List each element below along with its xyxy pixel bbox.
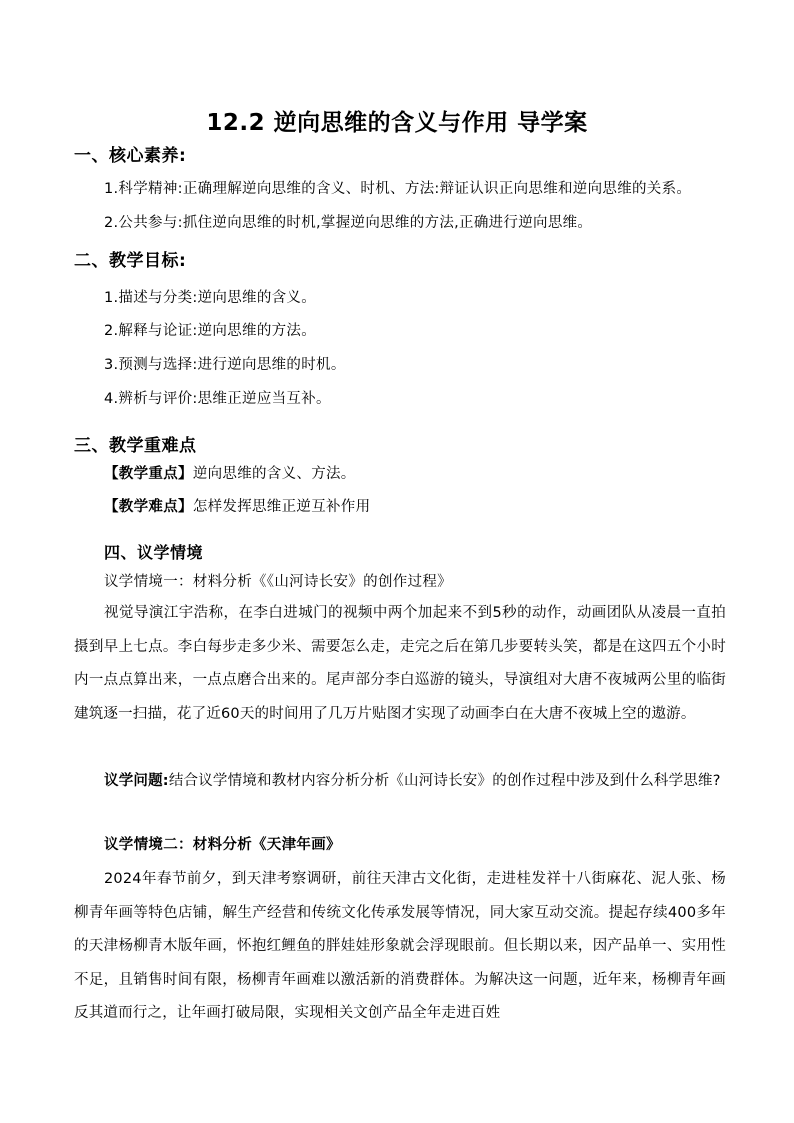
section-heading-core-literacy: 一、核心素养: [74,146,187,166]
list-item: 2.公共参与:抓住逆向思维的时机,掌握逆向思维的方法,正确进行逆向思维。 [104,215,593,231]
key-point-label: 【教学重点】 [104,466,193,482]
question-label: 议学问题: [104,773,169,789]
section-heading-scenarios: 四、议学情境 [104,543,204,562]
section-heading-teaching-goals: 二、教学目标: [74,251,187,271]
list-item: 1.科学精神:正确理解逆向思维的含义、时机、方法:辩证认识正向思维和逆向思维的关系。 [104,181,692,197]
section-heading-key-difficulties: 三、教学重难点 [74,436,197,456]
scenario-2-paragraph: 2024年春节前夕，到天津考察调研，前往天津古文化街，走进桂发祥十八街麻花、泥人张、杨柳青年画等特色店铺，解生产经营和传统文化传承发展等情况，同大家互动交流。提起存续400多年的天津杨柳青木版年画，怀抱红鲤鱼的胖娃娃形象就会浮现眼前。但长期以来，因产品单一、实用性不足，且销售时间有限，杨柳青年画难以激活新的消费群体。为解决这一问题，近年来，杨柳青年画反其道而行之，让年画打破局限，实现相关文创产品全年走进百姓 [74,871,726,1022]
question-paragraph [74,765,726,799]
question-text: 结合议学情境和教材内容分析分析《山河诗长安》的创作过程中涉及到什么科学思维? [168,773,721,789]
list-item: 2.解释与论证:逆向思维的方法。 [104,323,317,339]
difficulty-line [104,495,370,516]
difficulty-label: 【教学难点】 [104,499,193,515]
list-item: 1.描述与分类:逆向思维的含义。 [104,290,317,306]
difficulty-text: 怎样发挥思维正逆互补作用 [192,499,371,515]
page-title: 12.2 逆向思维的含义与作用 导学案 [206,110,588,136]
scenario-2-title: 议学情境二：材料分析《天津年画》 [104,837,341,853]
scenario-1-title: 议学情境一：材料分析《《山河诗长安》的创作过程》 [104,574,452,590]
scenario-1-paragraph: 视觉导演江宇浩称，在李白进城门的视频中两个加起来不到5秒的动作，动画团队从凌晨一直拍摄到早上七点。李白每步走多少米、需要怎么走，走完之后在第几步要转头笑，都是在这四五个小时内一点点算出来，一点点磨合出来的。尾声部分李白巡游的镜头，导演组对大唐不夜城两公里的临街建筑逐一扫描，花了近60天的时间用了几万片贴图才实现了动画李白在大唐不夜城上空的遨游。 [74,605,726,722]
key-point-text: 逆向思维的含义、方法。 [192,466,356,482]
list-item: 3.预测与选择:进行逆向思维的时机。 [104,357,346,373]
list-item: 4.辨析与评价:思维正逆应当互补。 [104,391,331,407]
key-point-line [104,462,356,483]
